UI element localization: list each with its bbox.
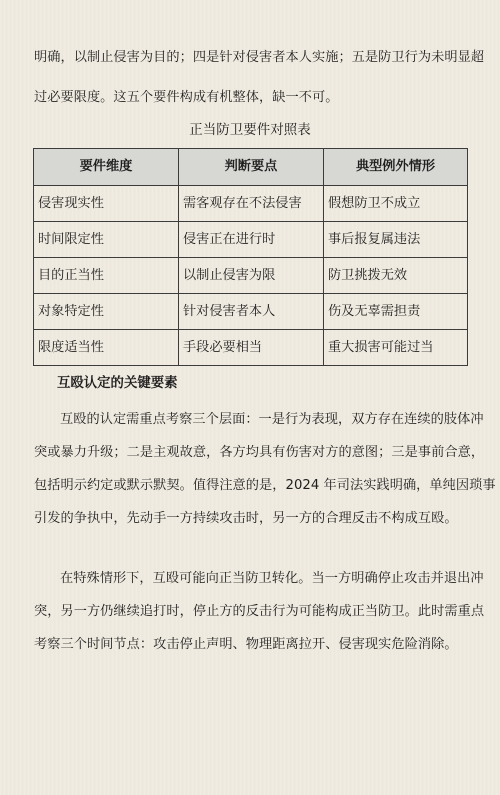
table-cell-dimension: 时间限定性 xyxy=(34,222,179,258)
table-row xyxy=(34,330,468,366)
table-header-row xyxy=(34,149,468,186)
table-cell-exception: 防卫挑拨无效 xyxy=(324,258,468,294)
header-dimension: 要件维度 xyxy=(34,149,179,186)
table-row xyxy=(34,294,468,330)
table-cell-judgment: 针对侵害者本人 xyxy=(179,294,324,330)
table-cell-dimension: 限度适当性 xyxy=(34,330,179,366)
requirements-table xyxy=(33,148,468,366)
header-typical-exceptions: 典型例外情形 xyxy=(324,149,468,186)
section-heading: 互殴认定的关键要素 xyxy=(57,376,178,391)
table-cell-judgment: 手段必要相当 xyxy=(179,330,324,366)
intro-line-2: 过必要限度。这五个要件构成有机整体，缺一不可。 xyxy=(34,90,339,105)
table-cell-exception: 假想防卫不成立 xyxy=(324,186,468,222)
table-row xyxy=(34,222,468,258)
requirements-table-wrapper xyxy=(33,148,467,366)
header-judgment-points: 判断要点 xyxy=(179,149,324,186)
table-cell-exception: 重大损害可能过当 xyxy=(324,330,468,366)
table-cell-judgment: 侵害正在进行时 xyxy=(179,222,324,258)
section-paragraph-2 xyxy=(34,568,485,655)
table-cell-dimension: 目的正当性 xyxy=(34,258,179,294)
table-row xyxy=(34,258,468,294)
table-row xyxy=(34,186,468,222)
table-cell-dimension: 侵害现实性 xyxy=(34,186,179,222)
table-cell-judgment: 以制止侵害为限 xyxy=(179,258,324,294)
paragraph-line: 突或暴力升级；二是主观故意，各方均具有伤害对方的意图；三是事前合意， xyxy=(34,445,485,460)
paragraph-line: 突，另一方仍继续追打时，停止方的反击行为可能构成正当防卫。此时需重点 xyxy=(34,604,485,619)
table-cell-dimension: 对象特定性 xyxy=(34,294,179,330)
intro-paragraph xyxy=(34,47,485,108)
paragraph-line: 互殴的认定需重点考察三个层面：一是行为表现，双方存在连续的肢体冲 xyxy=(60,412,484,427)
table-cell-judgment: 需客观存在不法侵害 xyxy=(179,186,324,222)
paragraph-line: 引发的争执中，先动手一方持续攻击时，另一方的合理反击不构成互殴。 xyxy=(34,511,458,526)
paragraph-line: 包括明示约定或默示默契。值得注意的是，2024 年司法实践明确，单纯因琐事 xyxy=(34,478,496,493)
table-title: 正当防卫要件对照表 xyxy=(189,122,311,138)
table-cell-exception: 伤及无辜需担责 xyxy=(324,294,468,330)
paragraph-line: 在特殊情形下，互殴可能向正当防卫转化。当一方明确停止攻击并退出冲 xyxy=(60,571,484,586)
intro-line-1: 明确，以制止侵害为目的；四是针对侵害者本人实施；五是防卫行为未明显超 xyxy=(34,50,485,65)
paragraph-line: 考察三个时间节点：攻击停止声明、物理距离拉开、侵害现实危险消除。 xyxy=(34,637,458,652)
table-cell-exception: 事后报复属违法 xyxy=(324,222,468,258)
section-paragraph-1 xyxy=(34,409,496,529)
